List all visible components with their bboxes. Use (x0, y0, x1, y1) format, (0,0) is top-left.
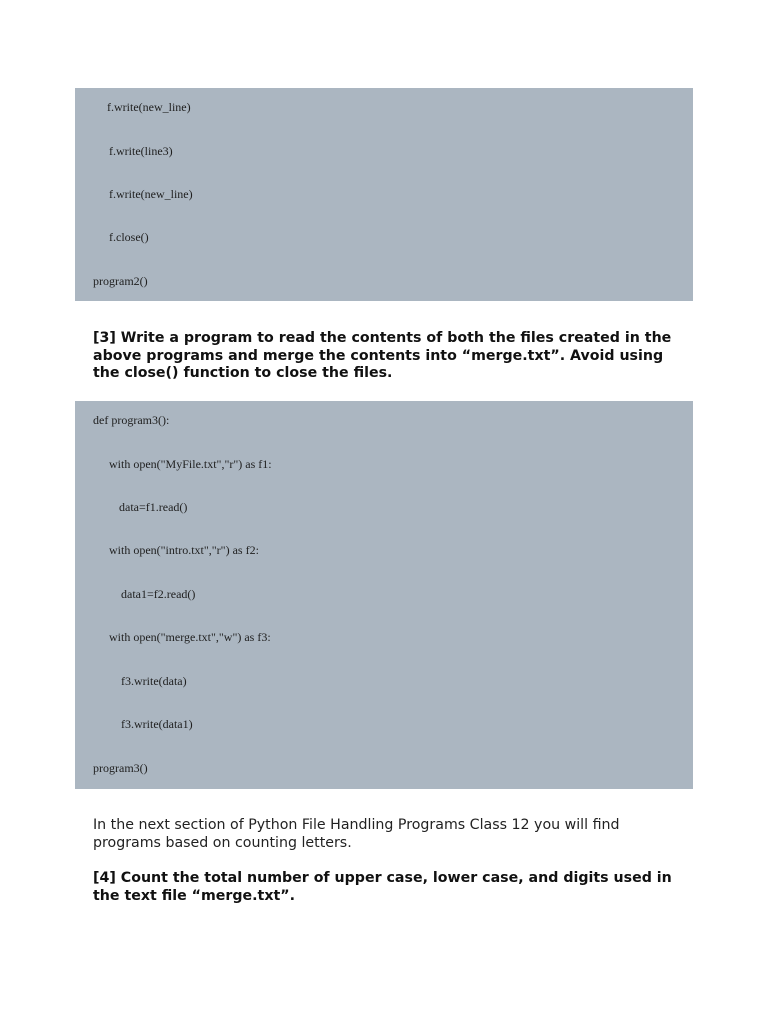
code-line: program3() (93, 761, 148, 775)
code-line: f.write(line3) (103, 144, 173, 158)
code-line: data=f1.read() (107, 500, 188, 514)
code-line: f3.write(data) (109, 674, 187, 688)
intro-paragraph: In the next section of Python File Handling Programs Class 12 you will find programs based on counting letters. (93, 817, 620, 851)
question-4-heading: [4] Count the total number of upper case, lower case, and digits used in the text file “merge.txt”. (93, 870, 672, 904)
code-line: f.close() (103, 230, 149, 244)
code-line: def program3(): (93, 413, 170, 427)
code-line: program2() (93, 274, 148, 288)
code-line: data1=f2.read() (109, 587, 196, 601)
code-block-program3 (75, 401, 693, 789)
question-3-heading: [3] Write a program to read the contents of both the files created in the above programs and merge the contents into “merge.txt”. Avoid using the close() function to close the files. (93, 330, 672, 381)
code-line: with open("merge.txt","w") as f3: (103, 630, 271, 644)
code-line: f3.write(data1) (109, 717, 193, 731)
code-line: with open("MyFile.txt","r") as f1: (103, 457, 272, 471)
code-block-program2 (75, 88, 693, 301)
code-line: f.write(new_line) (101, 100, 191, 114)
code-line: with open("intro.txt","r") as f2: (103, 543, 259, 557)
code-line: f.write(new_line) (103, 187, 193, 201)
